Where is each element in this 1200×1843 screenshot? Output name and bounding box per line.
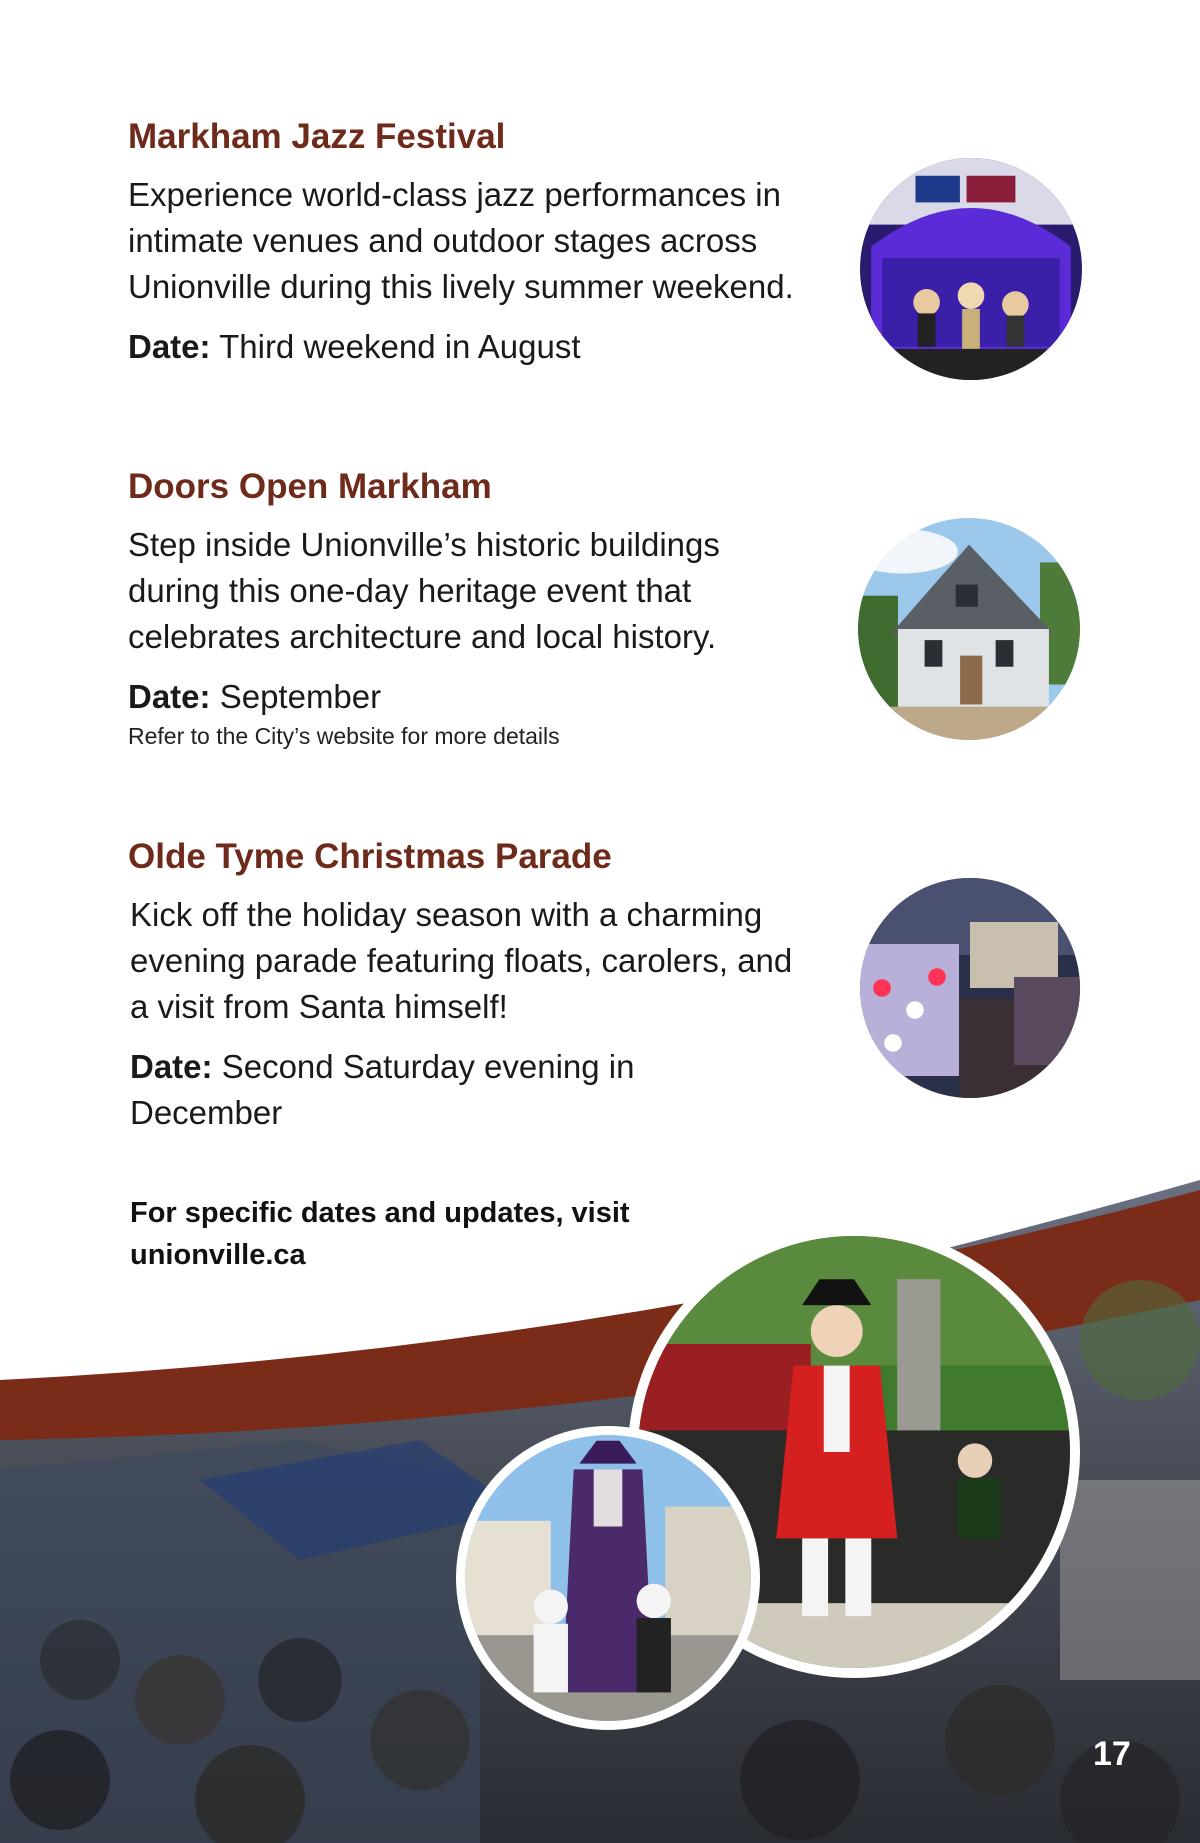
event-doors-open bbox=[128, 466, 828, 750]
event-title: Doors Open Markham bbox=[128, 467, 492, 506]
event-title: Markham Jazz Festival bbox=[128, 117, 506, 156]
event-date bbox=[128, 674, 828, 720]
event-jazz-festival bbox=[128, 116, 828, 370]
event-description: Kick off the holiday season with a charming evening parade featuring floats, carolers, and a visit from Santa himself! bbox=[130, 896, 793, 1025]
event-christmas-parade bbox=[128, 836, 828, 1136]
date-value: September bbox=[210, 678, 382, 715]
event-title: Olde Tyme Christmas Parade bbox=[128, 837, 612, 876]
jazz-festival-photo bbox=[860, 158, 1082, 380]
event-description: Experience world-class jazz performances in intimate venues and outdoor stages across Unionville during this lively summer weekend. bbox=[128, 176, 794, 305]
date-label: Date: bbox=[128, 328, 211, 365]
date-value: Third weekend in August bbox=[210, 328, 581, 365]
event-description: Step inside Unionville’s historic buildings during this one-day heritage event that celebrates architecture and local history. bbox=[128, 526, 720, 655]
performers-photo-frame bbox=[456, 1426, 760, 1730]
event-date bbox=[128, 1044, 648, 1136]
event-date bbox=[128, 324, 828, 370]
christmas-parade-photo bbox=[860, 878, 1080, 1098]
page-number: 17 bbox=[1093, 1735, 1131, 1773]
date-label: Date: bbox=[128, 678, 211, 715]
visit-note: For specific dates and updates, visit unionville.ca bbox=[130, 1197, 630, 1271]
performers-photo bbox=[465, 1435, 751, 1721]
date-label: Date: bbox=[130, 1048, 213, 1085]
doors-open-photo bbox=[858, 518, 1080, 740]
date-value: Second Saturday evening in December bbox=[130, 1048, 635, 1131]
event-note: Refer to the City’s website for more details bbox=[128, 723, 560, 749]
